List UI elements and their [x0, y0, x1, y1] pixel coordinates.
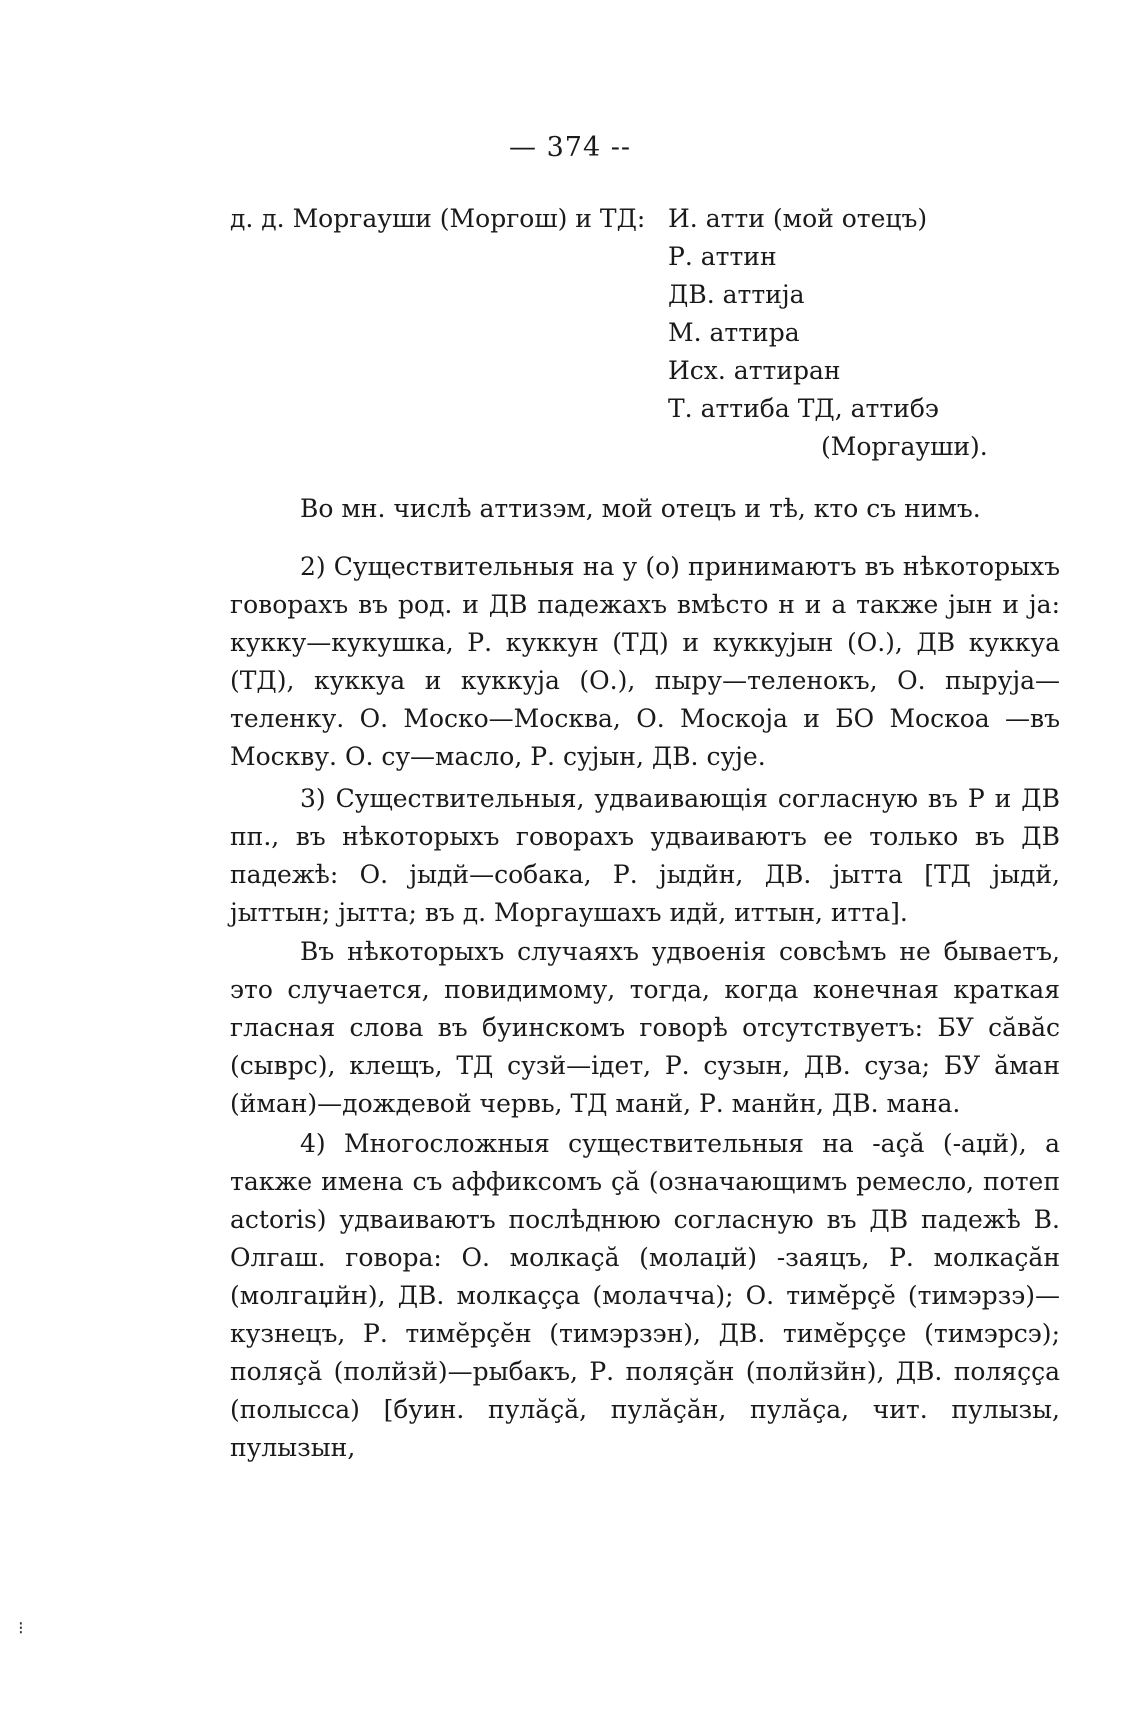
paragraph-3: 3) Существительныя, удваивающія согласную въ Р и ДВ пп., въ нѣкоторыхъ говорахъ удваиваютъ ее только въ ДВ падежѣ: О. јыдй—собака, Р. јыдйн, ДВ. јытта [ТД јыдй, јыттын; јытта; въ д. Моргаушахъ идй, иттын, итта].	[230, 784, 1060, 927]
paradigm-first-row	[230, 200, 1050, 238]
case-form-nominative: И. атти (мой отецъ)	[668, 204, 928, 233]
case-form-instrumental: Т. аттиба ТД, аттибэ	[668, 394, 939, 423]
case-form-dative: ДВ. аттија	[668, 280, 805, 309]
paragraph-4: 4) Многосложныя существительныя на -аҫă (-аџй), а также имена съ аффиксомъ ҫă (означающимъ ремесло, потеп actoris) удваиваютъ послѣднюю согласную въ ДВ падежѣ В. Олгаш. говора: О. молкаҫă (молаџй) -заяцъ, Р. молкаҫăн (молгаџйн), ДВ. молкаҫҫа (молачча); О. тимĕрҫĕ (тимэрзэ)—кузнецъ, Р. тимĕрҫĕн (тимэрзэн), ДВ. тимĕрҫҫе (тимэрсэ); поляҫă (полйзй)—рыбакъ, Р. поляҫăн (полйзйн), ДВ. поляҫҫа (полысса) [буин. пулăҫă, пулăҫăн, пулăҫа, чит. пулызы, пулызын,	[230, 1129, 1060, 1462]
page-number: — 374 --	[509, 132, 631, 163]
paradigm-tail: (Моргауши).	[821, 432, 988, 461]
declension-paradigm	[230, 200, 1050, 466]
paragraph-3-continued: Въ нѣкоторыхъ случаяхъ удвоенія совсѣмъ не бываетъ, это случается, повидимому, тогда, когда конечная краткая гласная слова въ буинскомъ говорѣ отсутствуетъ: БУ сăвăс (сыврс), клещъ, ТД сузй—ідет, Р. сузын, ДВ. суза; БУ ăман (йман)—дождевой червь, ТД манй, Р. манйн, ДВ. мана.	[230, 937, 1060, 1118]
case-form-locative: М. аттира	[668, 318, 800, 347]
plural-note: Во мн. числѣ аттизэм, мой отецъ и тѣ, кто съ нимъ.	[300, 494, 981, 523]
paradigm-lead: д. д. Моргауши (Моргош) и ТД:	[230, 204, 646, 233]
case-form-ablative: Исх. аттиран	[668, 356, 841, 385]
case-form-genitive: Р. аттин	[668, 242, 777, 271]
margin-mark: ⁝	[18, 1618, 24, 1639]
paragraph-2: 2) Существительныя на у (о) принимаютъ въ нѣкоторыхъ говорахъ въ род. и ДВ падежахъ вмѣсто н и а также јын и ја: кукку—кукушка, Р. куккун (ТД) и куккујын (О.), ДВ куккуа (ТД), куккуа и куккуја (О.), пыру—теленокъ, О. пыруја—теленку. О. Моско—Москва, О. Москоја и БО Москоа —въ Москву. О. су—масло, Р. сујын, ДВ. сује.	[230, 552, 1060, 771]
